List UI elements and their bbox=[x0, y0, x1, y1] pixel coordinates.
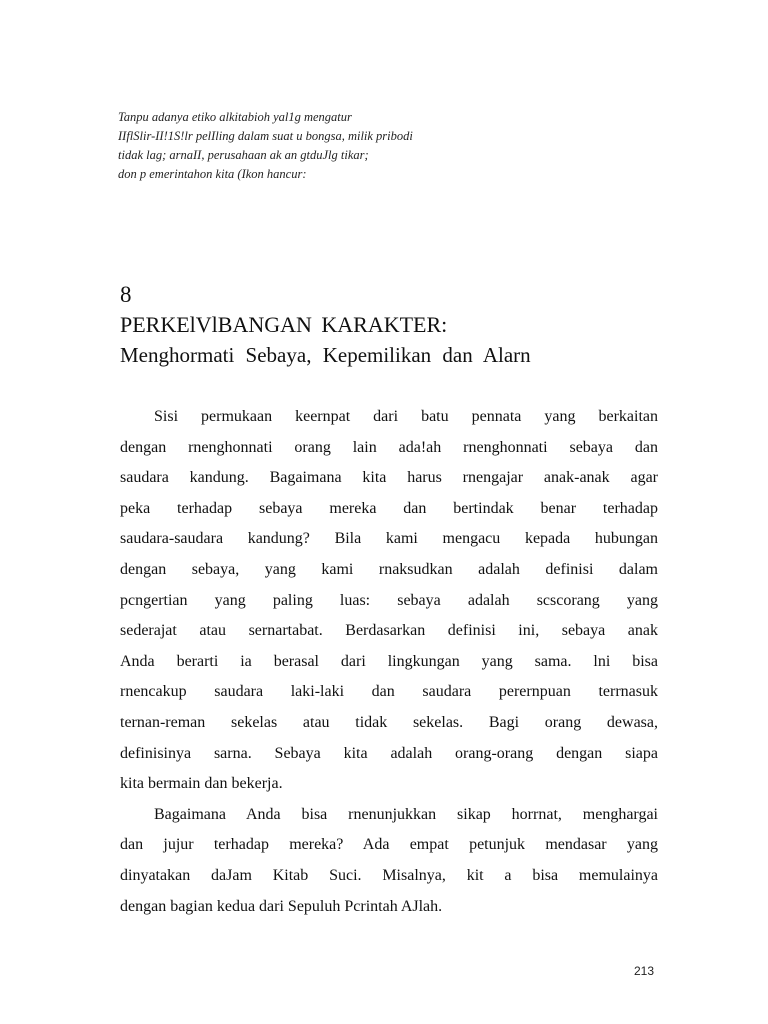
page-number: 213 bbox=[634, 964, 655, 978]
chapter-number: 8 bbox=[120, 282, 132, 307]
epigraph bbox=[118, 108, 538, 184]
paragraph-line: peka terhadap sebaya mereka dan bertindak benar terhadap bbox=[120, 499, 658, 517]
paragraph-line: ternan-reman sekelas atau tidak sekelas. Bagi orang dewasa, bbox=[120, 713, 658, 731]
paragraph-line: dan jujur terhadap mereka? Ada empat petunjuk mendasar yang bbox=[120, 836, 658, 854]
paragraph-line: dengan rnenghonnati orang lain ada!ah rnenghonnati sebaya dan bbox=[120, 438, 658, 456]
chapter-title: PERKElVlBANGAN KARAKTER: bbox=[120, 312, 448, 337]
body-text bbox=[120, 402, 658, 922]
paragraph-line: kita bermain dan bekerja. bbox=[120, 775, 283, 793]
paragraph-line: dengan bagian kedua dari Sepuluh Pcrintah AJlah. bbox=[120, 897, 443, 915]
epigraph-line: tidak lag; arnaII, perusahaan ak an gtduJlg tikar; bbox=[118, 148, 369, 162]
paragraph-line: pcngertian yang paling luas: sebaya adalah scscorang yang bbox=[120, 591, 658, 609]
chapter-subtitle: Menghormati Sebaya, Kepemilikan dan Alarn bbox=[120, 343, 531, 367]
paragraph-line: definisinya sarna. Sebaya kita adalah orang-orang dengan siapa bbox=[120, 744, 658, 762]
paragraph-line: sederajat atau sernartabat. Berdasarkan definisi ini, sebaya anak bbox=[120, 622, 658, 640]
paragraph-line: dinyatakan daJam Kitab Suci. Misalnya, kit a bisa memulainya bbox=[120, 866, 658, 884]
paragraph-line: saudara-saudara kandung? Bila kami mengacu kepada hubungan bbox=[120, 530, 658, 548]
paragraph-line: saudara kandung. Bagaimana kita harus rnengajar anak-anak agar bbox=[120, 469, 658, 487]
epigraph-line: IIflSlir-II!1S!lr pelIling dalam suat u bongsa, milik pribodi bbox=[118, 129, 413, 143]
paragraph-line: rnencakup saudara laki-laki dan saudara perernpuan terrnasuk bbox=[120, 683, 658, 701]
epigraph-line: Tanpu adanya etiko alkitabioh yal1g mengatur bbox=[118, 110, 352, 124]
epigraph-line: don p emerintahon kita (Ikon hancur: bbox=[118, 167, 307, 181]
paragraph-line: Anda berarti ia berasal dari lingkungan yang sama. lni bisa bbox=[120, 652, 658, 670]
paragraph-line: Sisi permukaan keernpat dari batu pennata yang berkaitan bbox=[154, 408, 658, 425]
paragraph-line: dengan sebaya, yang kami rnaksudkan adalah definisi dalam bbox=[120, 560, 658, 578]
paragraph-line: Bagaimana Anda bisa rnenunjukkan sikap horrnat, menghargai bbox=[154, 805, 658, 823]
